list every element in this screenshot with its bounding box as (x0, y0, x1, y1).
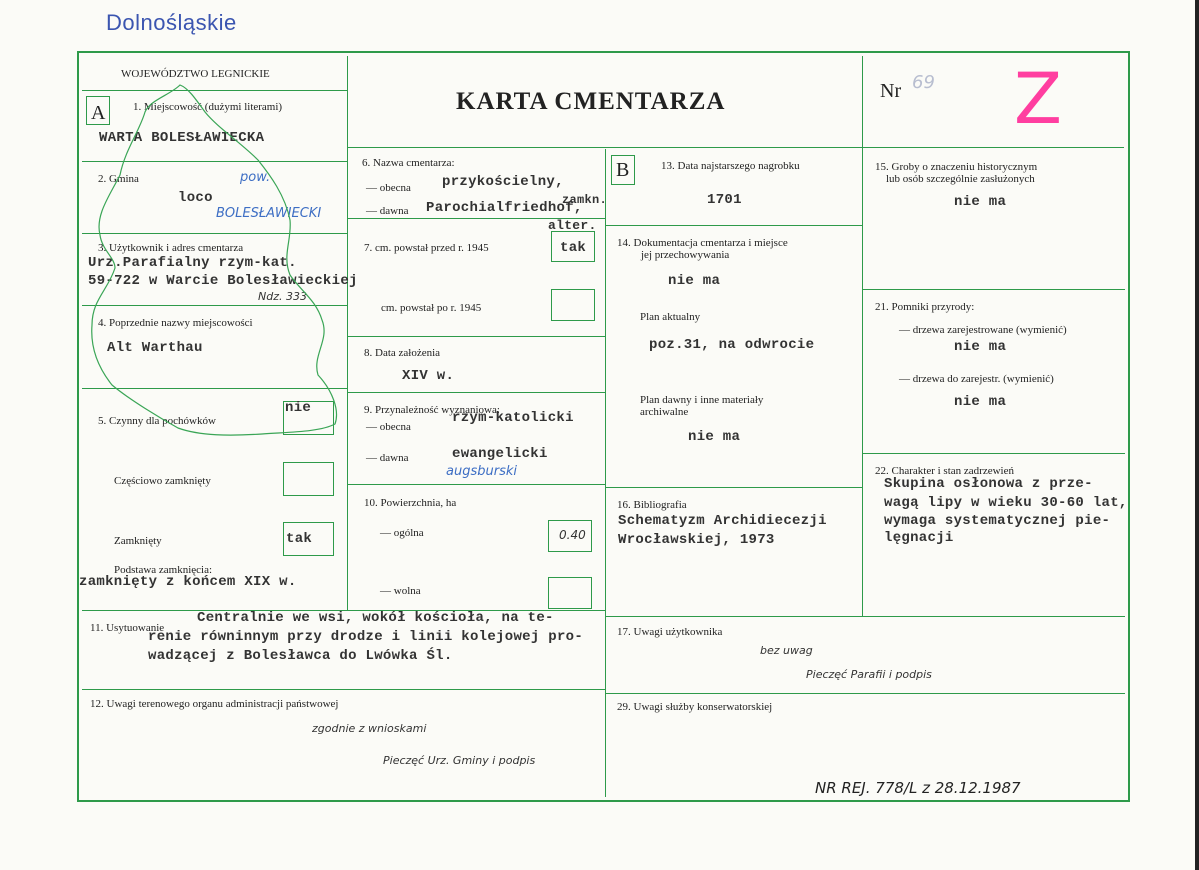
divider (82, 305, 347, 306)
f3-line2: 59-722 w Warcie Bolesławieckiej (88, 273, 358, 289)
f16-line2: Wrocławskiej, 1973 (618, 532, 775, 548)
f14-label2: jej przechowywania (641, 249, 730, 261)
f9-hand: augsburski (446, 464, 517, 479)
divider (605, 487, 862, 488)
f3-line1: Urz.Parafialny rzym-kat. (88, 255, 297, 271)
f16-line1: Schematyzm Archidiecezji (618, 513, 827, 529)
f2-hand-pow: pow. (240, 170, 271, 185)
f14-plan-label: Plan aktualny (640, 311, 701, 323)
f16-label: 16. Bibliografia (617, 499, 687, 511)
f10-free-label: — wolna (380, 585, 421, 597)
f13-value: 1701 (707, 192, 742, 208)
status-letter: Z (1014, 58, 1062, 140)
f14-value: nie ma (668, 273, 721, 289)
card-title: KARTA CMENTARZA (456, 88, 726, 115)
divider (82, 388, 347, 389)
f4-value: Alt Warthau (107, 340, 203, 356)
region-stamp: Dolnośląskie (106, 10, 237, 35)
f22-label: 22. Charakter i stan zadrzewień (875, 465, 1014, 477)
f22-line2: wagą lipy w wieku 30-60 lat, (884, 495, 1128, 511)
f15-label: 15. Groby o znaczeniu historycznym (875, 161, 1038, 173)
f14-plan-value: poz.31, na odwrocie (649, 337, 815, 353)
f17-hand2: Pieczęć Parafii i podpis (806, 668, 932, 681)
section-a-marker: A (91, 102, 106, 124)
divider (347, 484, 605, 485)
f6-alter: alter. (548, 218, 597, 233)
f9-former-label: — dawna (366, 452, 409, 464)
f22-line3: wymaga systematycznej pie- (884, 513, 1111, 529)
f11-line1: Centralnie we wsi, wokół kościoła, na te- (197, 610, 554, 626)
f6-label: 6. Nazwa cmentarza: (362, 157, 455, 169)
f7b-label: cm. powstał po r. 1945 (381, 302, 482, 314)
f14-label: 14. Dokumentacja cmentarza i miejsce (617, 237, 788, 249)
f5d-label: Podstawa zamknięcia: (114, 564, 213, 576)
f11-line3: wadzącej z Bolesławca do Lwówka Śl. (148, 648, 453, 664)
record-number: 69 (912, 72, 935, 93)
f5b-label: Częściowo zamknięty (114, 475, 211, 487)
f9-former-value: ewangelicki (452, 446, 548, 462)
register-number: NR REJ. 778/L z 28.12.1987 (815, 779, 1021, 797)
f14-old-value: nie ma (688, 429, 741, 445)
f6-current-label: — obecna (366, 182, 411, 194)
f10-total-value: 0.40 (559, 528, 586, 542)
number-label: Nr (880, 80, 902, 102)
f7-value: tak (560, 240, 587, 256)
card-edge (1195, 0, 1199, 870)
f6-former-value: Parochialfriedhof, (426, 200, 583, 216)
divider (347, 336, 605, 337)
divider (862, 56, 863, 616)
f3-hand: Ndz. 333 (258, 290, 307, 303)
divider (347, 392, 605, 393)
f15-label2: lub osób szczególnie zasłużonych (886, 173, 1035, 185)
voivodeship-label: WOJEWÓDZTWO LEGNICKIE (121, 68, 270, 80)
f7-label: 7. cm. powstał przed r. 1945 (364, 242, 489, 254)
divider (605, 616, 1125, 617)
f9-current-value: rzym-katolicki (452, 410, 574, 426)
divider (82, 233, 347, 234)
f5-label: 5. Czynny dla pochówków (98, 415, 216, 427)
f17-label: 17. Uwagi użytkownika (617, 626, 723, 638)
f8-label: 8. Data założenia (364, 347, 441, 359)
f21-registered-value: nie ma (954, 339, 1007, 355)
f29-label: 29. Uwagi służby konserwatorskiej (617, 701, 773, 713)
f21-label: 21. Pomniki przyrody: (875, 301, 975, 313)
f6-current-value: przykościelny, (442, 174, 564, 190)
f2-hand-county: BOLESŁAWIECKI (216, 206, 322, 221)
f14-old-label2: archiwalne (640, 406, 689, 418)
divider (605, 693, 1125, 694)
f1-value: WARTA BOLESŁAWIECKA (99, 130, 265, 146)
divider (82, 90, 347, 91)
divider (605, 225, 862, 226)
f4-label: 4. Poprzednie nazwy miejscowości (98, 317, 253, 329)
f5c-value: tak (286, 531, 313, 547)
f9-current-label: — obecna (366, 421, 411, 433)
f13-label: 13. Data najstarszego nagrobku (661, 160, 800, 172)
f12-hand2: Pieczęć Urz. Gminy i podpis (383, 754, 536, 767)
divider (82, 161, 347, 162)
divider (347, 147, 1124, 148)
f10-label: 10. Powierzchnia, ha (364, 497, 457, 509)
f15-value: nie ma (954, 194, 1007, 210)
f21-registered-label: — drzewa zarejestrowane (wymienić) (899, 324, 1067, 336)
f10-total-label: — ogólna (380, 527, 424, 539)
f1-label: 1. Miejscowość (dużymi literami) (133, 101, 283, 113)
f22-line4: lęgnacji (884, 530, 954, 546)
f12-hand1: zgodnie z wnioskami (312, 722, 427, 735)
f7b-box (551, 289, 595, 321)
f11-line2: renie równinnym przy drodze i linii kolejowej pro- (148, 629, 584, 645)
divider (82, 689, 605, 690)
divider (347, 56, 348, 611)
divider (862, 289, 1125, 290)
divider (862, 453, 1125, 454)
f21-toregister-value: nie ma (954, 394, 1007, 410)
f21-toregister-label: — drzewa do zarejestr. (wymienić) (899, 373, 1054, 385)
f2-label: 2. Gmina (98, 173, 139, 185)
section-a-box (86, 96, 110, 125)
f2-value: loco (178, 190, 213, 206)
f10-free-box (548, 577, 592, 609)
section-b-marker: B (616, 159, 630, 181)
f5c-label: Zamknięty (114, 535, 162, 547)
f12-label: 12. Uwagi terenowego organu administracji państwowej (90, 698, 339, 710)
f14-old-label: Plan dawny i inne materiały (640, 394, 764, 406)
f11-label: 11. Usytuowanie (90, 622, 165, 634)
f5-value: nie (285, 400, 312, 416)
f8-value: XIV w. (402, 368, 455, 384)
f22-line1: Skupina osłonowa z prze- (884, 476, 1093, 492)
divider (605, 149, 606, 797)
f5d-value: zamknięty z końcem XIX w. (79, 574, 297, 590)
f3-label: 3. Użytkownik i adres cmentarza (98, 242, 244, 254)
f6-former-label: — dawna (366, 205, 409, 217)
f5b-box (283, 462, 334, 496)
f9-label: 9. Przynależność wyznaniowa: (364, 404, 500, 416)
f17-hand1: bez uwag (760, 644, 813, 657)
f6-closed: zamkn. (562, 193, 608, 207)
